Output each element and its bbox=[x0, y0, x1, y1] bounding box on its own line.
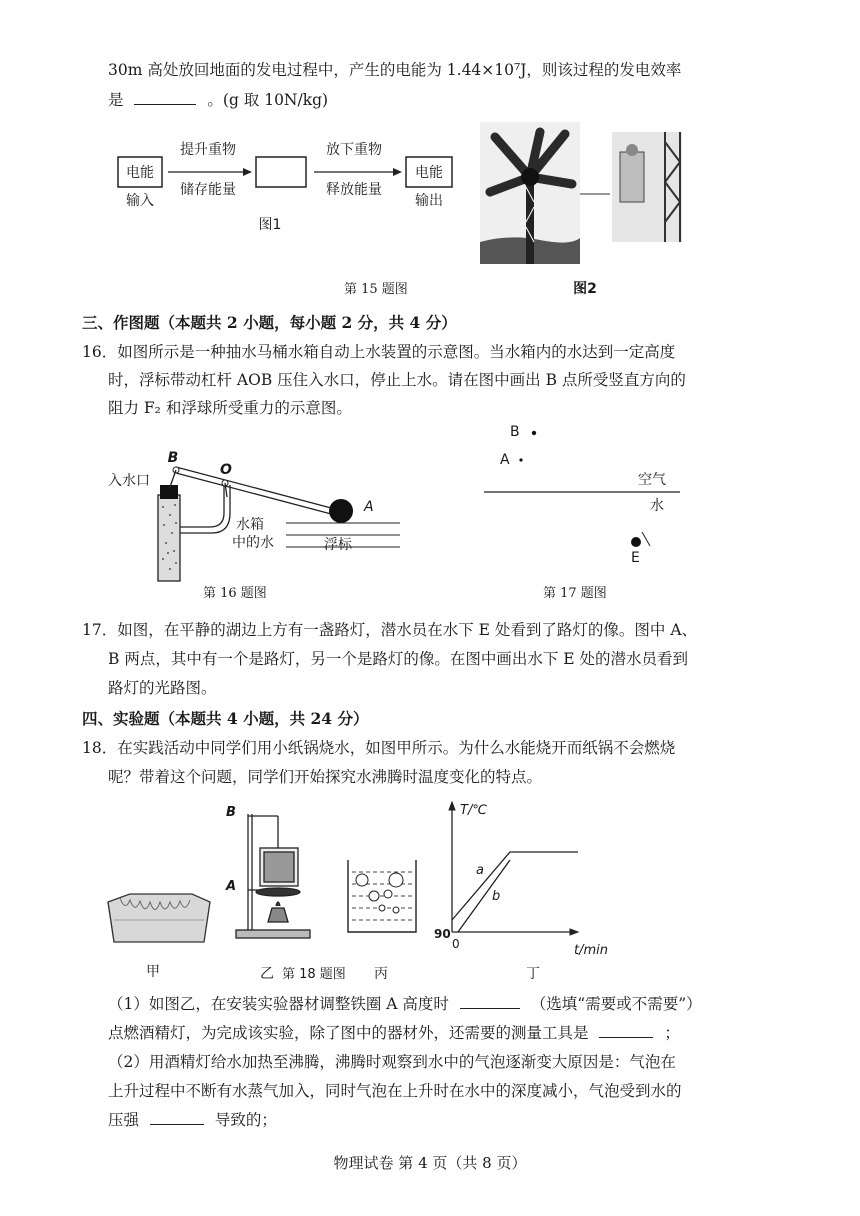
q18-paper-pot bbox=[108, 894, 210, 942]
fig1-box-out: 电能 bbox=[415, 165, 443, 181]
q18-beaker-bubbles bbox=[348, 860, 416, 932]
q17-label-B: B bbox=[510, 424, 520, 440]
q16-line1: 16．如图所示是一种抽水马桶水箱自动上水装置的示意图。当水箱内的水达到一定高度 bbox=[82, 343, 676, 361]
q18-caption: 第 18 题图 bbox=[282, 967, 346, 982]
q16-label-B: B bbox=[167, 450, 179, 466]
fig1-label-out: 输出 bbox=[415, 193, 443, 209]
q16-label-float: 浮标 bbox=[324, 537, 352, 553]
q18-graph-x-label: t/min bbox=[574, 943, 608, 958]
q16-label-tank-2: 中的水 bbox=[232, 535, 274, 551]
fig1-empty-box bbox=[256, 157, 306, 187]
q18-sub1-blank2[interactable] bbox=[599, 1021, 653, 1038]
q15-line2 bbox=[108, 86, 328, 114]
q17-line2: B 两点，其中有一个是路灯，另一个是路灯的像。在图中画出水下 E 处的潜水员看到 bbox=[108, 650, 688, 668]
page-footer: 物理试卷 第 4 页（共 8 页） bbox=[333, 1154, 527, 1172]
q17-label-A: A bbox=[500, 452, 510, 468]
q18-sub2-line3 bbox=[108, 1106, 277, 1134]
q18-stand-apparatus bbox=[236, 814, 310, 938]
q18-line1: 18．在实践活动中同学们用小纸锅烧水，如图甲所示。为什么水能烧开而纸锅不会燃烧 bbox=[82, 739, 676, 757]
q15-fig2-photos bbox=[480, 122, 690, 302]
q18-sub1-a: （1）如图乙，在安装实验器材调整铁圈 A 高度时 bbox=[108, 995, 449, 1013]
q18-label-B: B bbox=[226, 805, 236, 820]
q18-sub2-line1: （2）用酒精灯给水加热至沸腾，沸腾时观察到水中的气泡逐渐变大原因是：气泡在 bbox=[108, 1053, 676, 1071]
q17-label-water: 水 bbox=[650, 498, 664, 514]
q18-label-jia: 甲 bbox=[146, 964, 160, 980]
q17-caption: 第 17 题图 bbox=[543, 586, 607, 601]
q16-caption: 第 16 题图 bbox=[203, 586, 267, 601]
q16-figure[interactable] bbox=[100, 445, 420, 585]
q18-label-A: A bbox=[226, 879, 237, 894]
q18-graph-b: b bbox=[492, 889, 501, 904]
section4-title: 四、实验题（本题共 4 小题，共 24 分） bbox=[82, 709, 369, 728]
q18-graph-90: 90 bbox=[434, 927, 451, 941]
q18-graph-0: 0 bbox=[452, 937, 460, 951]
q18-figures bbox=[100, 802, 620, 982]
q18-sub1-line2 bbox=[108, 1019, 680, 1047]
q18-graph-a: a bbox=[476, 863, 484, 878]
q18-sub1-d: ； bbox=[664, 1024, 680, 1042]
q15-caption: 第 15 题图 bbox=[344, 282, 408, 297]
q18-sub1-c: 点燃酒精灯，为完成该实验，除了图中的器材外，还需要的测量工具是 bbox=[108, 1024, 589, 1042]
fig1-arrow2-top: 放下重物 bbox=[326, 142, 382, 158]
q18-sub2-d: 导致的； bbox=[214, 1111, 277, 1129]
q15-fig1-diagram bbox=[108, 132, 468, 242]
q17-line1: 17．如图，在平静的湖边上方有一盏路灯，潜水员在水下 E 处看到了路灯的像。图中 A、 bbox=[82, 621, 698, 639]
q18-label-ding: 丁 bbox=[526, 966, 540, 982]
q18-sub1-blank1[interactable] bbox=[460, 992, 520, 1009]
q15-answer-blank[interactable] bbox=[134, 88, 196, 105]
fig1-label-in: 输入 bbox=[126, 193, 154, 209]
q16-label-tank-1: 水箱 bbox=[236, 517, 264, 533]
q16-label-A: A bbox=[364, 499, 374, 515]
fig1-box-in: 电能 bbox=[126, 165, 154, 181]
fig1-caption: 图1 bbox=[258, 217, 282, 233]
q17-diver-eye bbox=[631, 537, 641, 547]
q17-figure[interactable] bbox=[470, 418, 700, 573]
q16-line2: 时，浮标带动杠杆 AOB 压住入水口，停止上水。请在图中画出 B 点所受竖直方向的 bbox=[108, 371, 686, 389]
q16-label-inlet: 入水口 bbox=[108, 473, 150, 489]
fig1-arrow2-bottom: 释放能量 bbox=[326, 182, 382, 198]
fig2-caption: 图2 bbox=[573, 281, 597, 297]
q15-line1: 30m 高处放回地面的发电过程中，产生的电能为 1.44×10⁷J，则该过程的发电效率 bbox=[108, 61, 682, 79]
q17-line3: 路灯的光路图。 bbox=[108, 679, 217, 697]
q18-sub2-blank[interactable] bbox=[150, 1108, 204, 1125]
q17-label-E: E bbox=[631, 550, 640, 566]
q18-sub1-line1 bbox=[108, 990, 702, 1018]
q18-sub1-b: （选填“需要或不需要”） bbox=[530, 995, 702, 1013]
q18-sub2-c: 压强 bbox=[108, 1111, 140, 1129]
q15-line2-prefix: 是 bbox=[108, 91, 124, 109]
fig1-arrow1-bottom: 储存能量 bbox=[180, 182, 236, 198]
q18-temperature-graph bbox=[449, 802, 578, 935]
section3-title: 三、作图题（本题共 2 小题，每小题 2 分，共 4 分） bbox=[82, 313, 457, 332]
q18-label-bing: 丙 bbox=[374, 966, 388, 982]
q16-label-O: O bbox=[220, 462, 232, 478]
q18-label-yi: 乙 bbox=[260, 966, 274, 982]
q18-line2: 呢？带着这个问题，同学们开始探究水沸腾时温度变化的特点。 bbox=[108, 768, 543, 786]
q15-line2-suffix: 。(g 取 10N/kg) bbox=[207, 91, 329, 109]
q18-sub2-line2: 上升过程中不断有水蒸气加入，同时气泡在上升时在水中的深度减小，气泡受到水的 bbox=[108, 1082, 682, 1100]
q17-label-air: 空气 bbox=[638, 472, 666, 488]
q18-graph-y-label: T/℃ bbox=[460, 803, 487, 818]
q16-line3: 阻力 F₂ 和浮球所受重力的示意图。 bbox=[108, 399, 352, 417]
fig1-arrow1-top: 提升重物 bbox=[180, 142, 236, 158]
